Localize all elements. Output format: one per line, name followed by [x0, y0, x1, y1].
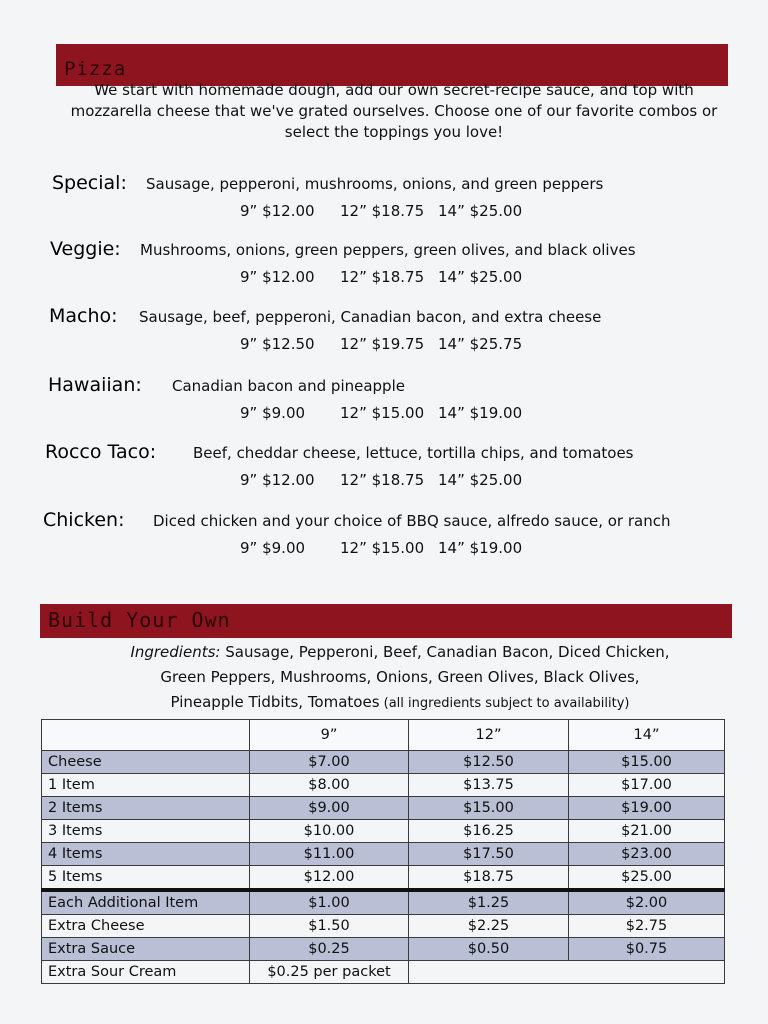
price-9-inch: 9” $12.00 — [240, 202, 315, 220]
table-header-cell: 9” — [250, 720, 409, 751]
price-14-inch: 14” $25.00 — [438, 202, 523, 220]
table-cell: $7.00 — [250, 751, 409, 774]
table-row — [42, 938, 725, 961]
price-12-inch: 12” $19.75 — [340, 335, 425, 353]
table-header-cell: 14” — [569, 720, 725, 751]
table-cell: $15.00 — [409, 797, 569, 820]
pizza-item-description: Sausage, pepperoni, mushrooms, onions, and green peppers — [146, 175, 604, 193]
price-9-inch: 9” $9.00 — [240, 539, 306, 557]
table-cell: $21.00 — [569, 820, 725, 843]
pizza-item-name: Veggie: — [50, 238, 121, 260]
table-row-label: Extra Sauce — [42, 938, 250, 961]
table-cell — [409, 961, 725, 984]
table-cell: $0.75 — [569, 938, 725, 961]
table-header-row — [42, 720, 725, 751]
table-cell: $23.00 — [569, 843, 725, 866]
pizza-item-description: Canadian bacon and pineapple — [172, 377, 405, 395]
price-9-inch: 9” $12.00 — [240, 471, 315, 489]
table-cell: $17.50 — [409, 843, 569, 866]
table-row-label: 5 Items — [42, 866, 250, 891]
table-row — [42, 774, 725, 797]
table-cell: $11.00 — [250, 843, 409, 866]
table-row-label: Extra Sour Cream — [42, 961, 250, 984]
table-row-label: 3 Items — [42, 820, 250, 843]
pizza-item-prices — [240, 404, 538, 422]
ingredients-list — [60, 640, 740, 716]
pizza-item-description: Beef, cheddar cheese, lettuce, tortilla chips, and tomatoes — [193, 444, 634, 462]
pizza-item-prices — [240, 202, 538, 220]
table-cell: $1.25 — [409, 890, 569, 915]
price-14-inch: 14” $19.00 — [438, 404, 523, 422]
pizza-item-name: Macho: — [49, 305, 118, 327]
table-row-label: Each Additional Item — [42, 890, 250, 915]
table-row — [42, 751, 725, 774]
price-9-inch: 9” $9.00 — [240, 404, 306, 422]
table-row — [42, 820, 725, 843]
table-row-label: Cheese — [42, 751, 250, 774]
table-cell: $19.00 — [569, 797, 725, 820]
table-cell: $15.00 — [569, 751, 725, 774]
pizza-item-prices — [240, 268, 538, 286]
pizza-section-title: Pizza — [64, 58, 127, 80]
ingredients-line-2: Green Peppers, Mushrooms, Onions, Green Olives, Black Olives, — [160, 668, 640, 686]
price-12-inch: 12” $18.75 — [340, 471, 425, 489]
price-14-inch: 14” $25.00 — [438, 471, 523, 489]
price-14-inch: 14” $25.00 — [438, 268, 523, 286]
table-row-label: Extra Cheese — [42, 915, 250, 938]
pizza-item-description: Mushrooms, onions, green peppers, green olives, and black olives — [140, 241, 636, 259]
table-row — [42, 797, 725, 820]
table-row-label: 1 Item — [42, 774, 250, 797]
pizza-item-prices — [240, 539, 538, 557]
table-row — [42, 961, 725, 984]
table-cell: $12.50 — [409, 751, 569, 774]
pizza-item-name: Chicken: — [43, 509, 125, 531]
table-cell: $2.00 — [569, 890, 725, 915]
build-your-own-price-table — [41, 719, 725, 984]
table-cell: $16.25 — [409, 820, 569, 843]
table-header-cell — [42, 720, 250, 751]
table-cell: $8.00 — [250, 774, 409, 797]
table-row — [42, 843, 725, 866]
ingredients-line-3: Pineapple Tidbits, Tomatoes — [170, 693, 380, 711]
price-14-inch: 14” $19.00 — [438, 539, 523, 557]
ingredients-note: (all ingredients subject to availability) — [379, 696, 630, 711]
table-cell: $2.75 — [569, 915, 725, 938]
price-12-inch: 12” $18.75 — [340, 202, 425, 220]
build-your-own-banner — [40, 604, 732, 638]
table-header-cell: 12” — [409, 720, 569, 751]
table-cell: $0.50 — [409, 938, 569, 961]
table-cell: $9.00 — [250, 797, 409, 820]
table-row-label: 4 Items — [42, 843, 250, 866]
table-cell: $12.00 — [250, 866, 409, 891]
pizza-intro: We start with homemade dough, add our own secret-recipe sauce, and top with mozzarella cheese that we've grated ourselves. Choose one of our favorite combos or select the toppings you love! — [70, 81, 718, 141]
ingredients-label: Ingredients: — [130, 643, 221, 661]
table-cell: $18.75 — [409, 866, 569, 891]
table-cell: $25.00 — [569, 866, 725, 891]
build-your-own-title: Build Your Own — [48, 608, 231, 632]
pizza-item-prices — [240, 335, 538, 353]
pizza-item-prices — [240, 471, 538, 489]
ingredients-line-1: Sausage, Pepperoni, Beef, Canadian Bacon, Diced Chicken, — [220, 643, 670, 661]
price-12-inch: 12” $18.75 — [340, 268, 425, 286]
table-cell: $1.00 — [250, 890, 409, 915]
table-cell: $0.25 — [250, 938, 409, 961]
price-12-inch: 12” $15.00 — [340, 404, 425, 422]
price-14-inch: 14” $25.75 — [438, 335, 523, 353]
table-row — [42, 915, 725, 938]
price-9-inch: 9” $12.50 — [240, 335, 315, 353]
price-12-inch: 12” $15.00 — [340, 539, 425, 557]
pizza-item-name: Rocco Taco: — [45, 441, 157, 463]
table-row-label: 2 Items — [42, 797, 250, 820]
price-9-inch: 9” $12.00 — [240, 268, 315, 286]
table-cell: $2.25 — [409, 915, 569, 938]
pizza-item-name: Hawaiian: — [48, 374, 142, 396]
pizza-item-description: Sausage, beef, pepperoni, Canadian bacon, and extra cheese — [139, 308, 602, 326]
table-row — [42, 866, 725, 891]
table-cell: $17.00 — [569, 774, 725, 797]
table-cell: $0.25 per packet — [250, 961, 409, 984]
table-cell: $13.75 — [409, 774, 569, 797]
table-row — [42, 890, 725, 915]
pizza-item-name: Special: — [52, 172, 127, 194]
table-cell: $10.00 — [250, 820, 409, 843]
pizza-item-description: Diced chicken and your choice of BBQ sauce, alfredo sauce, or ranch — [153, 512, 671, 530]
table-cell: $1.50 — [250, 915, 409, 938]
